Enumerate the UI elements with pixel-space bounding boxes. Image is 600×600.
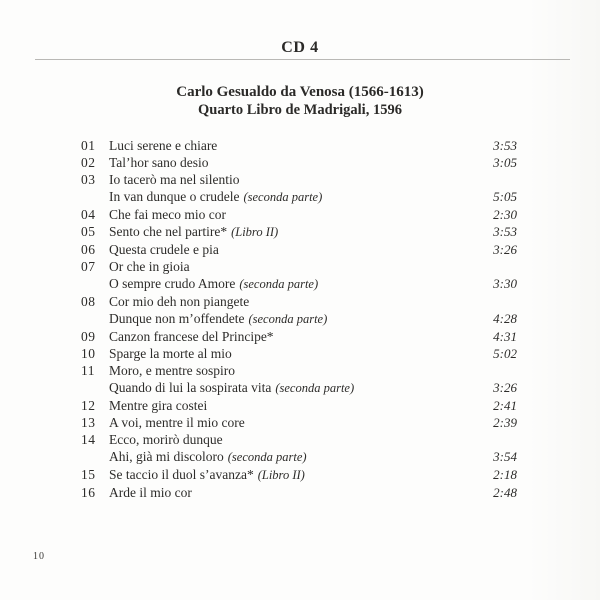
track-duration: 2:30 <box>493 207 517 222</box>
track-title: Se taccio il duol s’avanza* <box>109 467 254 482</box>
track-number: 14 <box>81 432 96 447</box>
track-title-wrap <box>109 223 483 241</box>
cd-header-title: CD 4 <box>281 39 319 56</box>
track-title: Canzon francese del Principe* <box>109 329 274 344</box>
track-title: Or che in gioia <box>109 259 190 274</box>
track-row <box>81 275 517 293</box>
track-number: 15 <box>81 467 96 482</box>
track-row <box>81 258 517 275</box>
track-number: 09 <box>81 329 96 344</box>
track-title: Quando di lui la sospirata vita <box>109 380 272 395</box>
track-number: 05 <box>81 224 96 239</box>
track-title: Io tacerò ma nel silentio <box>109 172 240 187</box>
track-title-wrap <box>109 397 483 414</box>
track-row <box>81 293 517 310</box>
track-title: Che fai meco mio cor <box>109 207 226 222</box>
track-title-wrap <box>109 293 483 310</box>
track-title-wrap <box>109 188 483 206</box>
track-note: (seconda parte) <box>248 312 328 326</box>
track-row <box>81 328 517 345</box>
track-note: (seconda parte) <box>227 450 307 464</box>
track-title: Questa crudele e pia <box>109 242 219 257</box>
track-note: (seconda parte) <box>275 381 355 395</box>
track-duration: 4:31 <box>493 329 517 344</box>
track-title: A voi, mentre il mio core <box>109 415 245 430</box>
track-number: 06 <box>81 242 96 257</box>
track-title-wrap <box>109 328 483 345</box>
track-title: O sempre crudo Amore <box>109 276 236 291</box>
track-title-wrap <box>109 484 483 501</box>
track-number: 01 <box>81 138 96 153</box>
track-title-wrap <box>109 154 483 171</box>
track-title: Sparge la morte al mio <box>109 346 232 361</box>
track-title-wrap <box>109 448 483 466</box>
track-duration: 5:05 <box>493 189 517 204</box>
track-number: 03 <box>81 172 96 187</box>
track-number: 07 <box>81 259 96 274</box>
track-title-wrap <box>109 345 483 362</box>
track-duration: 3:26 <box>493 242 517 257</box>
track-row <box>81 345 517 362</box>
track-title: Sento che nel partire* <box>109 224 228 239</box>
track-note: (Libro II) <box>231 225 279 239</box>
track-note: (Libro II) <box>257 468 305 482</box>
track-title-wrap <box>109 275 483 293</box>
track-title-wrap <box>109 171 483 188</box>
header-rule <box>35 59 570 60</box>
track-row <box>81 414 517 431</box>
track-row <box>81 466 517 484</box>
track-duration: 2:48 <box>493 485 517 500</box>
track-title-wrap <box>109 362 483 379</box>
track-title: Cor mio deh non piangete <box>109 294 250 309</box>
track-title-wrap <box>109 206 483 223</box>
track-title: In van dunque o crudele <box>109 189 240 204</box>
track-row <box>81 448 517 466</box>
track-list <box>81 137 517 501</box>
track-duration: 2:39 <box>493 415 517 430</box>
track-row <box>81 188 517 206</box>
track-number: 11 <box>81 363 95 378</box>
track-row <box>81 137 517 154</box>
track-row <box>81 431 517 448</box>
track-title: Luci serene e chiare <box>109 138 218 153</box>
track-row <box>81 241 517 258</box>
album-title: Quarto Libro de Madrigali, 1596 <box>198 102 402 118</box>
track-title-wrap <box>109 414 483 431</box>
track-title-wrap <box>109 431 483 448</box>
track-row <box>81 362 517 379</box>
track-title-wrap <box>109 379 483 397</box>
track-title: Ecco, morirò dunque <box>109 432 223 447</box>
track-row <box>81 310 517 328</box>
track-number: 02 <box>81 155 96 170</box>
track-title: Arde il mio cor <box>109 485 192 500</box>
track-duration: 3:26 <box>493 380 517 395</box>
track-note: (seconda parte) <box>239 277 319 291</box>
track-duration: 3:53 <box>493 138 517 153</box>
track-duration: 4:28 <box>493 311 517 326</box>
track-title: Dunque non m’offendete <box>109 311 245 326</box>
track-title-wrap <box>109 258 483 275</box>
track-title-wrap <box>109 241 483 258</box>
track-duration: 2:41 <box>493 398 517 413</box>
track-row <box>81 171 517 188</box>
track-duration: 3:30 <box>493 276 517 291</box>
track-duration: 3:53 <box>493 224 517 239</box>
track-number: 04 <box>81 207 96 222</box>
track-number: 10 <box>81 346 96 361</box>
composer-name: Carlo Gesualdo da Venosa (1566-1613) <box>176 84 424 100</box>
track-title-wrap <box>109 137 483 154</box>
page-number: 10 <box>33 551 45 562</box>
track-number: 16 <box>81 485 96 500</box>
track-row <box>81 397 517 414</box>
track-title: Ahi, già mi discoloro <box>109 449 224 464</box>
track-row <box>81 154 517 171</box>
track-duration: 3:05 <box>493 155 517 170</box>
track-number: 08 <box>81 294 96 309</box>
track-row <box>81 223 517 241</box>
track-row <box>81 484 517 501</box>
track-row <box>81 379 517 397</box>
track-number: 13 <box>81 415 96 430</box>
track-title-wrap <box>109 310 483 328</box>
track-title: Mentre gira costei <box>109 398 208 413</box>
track-note: (seconda parte) <box>243 190 323 204</box>
track-duration: 2:18 <box>493 467 517 482</box>
track-title-wrap <box>109 466 483 484</box>
track-number: 12 <box>81 398 96 413</box>
track-row <box>81 206 517 223</box>
track-title: Tal’hor sano desio <box>109 155 209 170</box>
track-duration: 5:02 <box>493 346 517 361</box>
track-title: Moro, e mentre sospiro <box>109 363 235 378</box>
track-duration: 3:54 <box>493 449 517 464</box>
